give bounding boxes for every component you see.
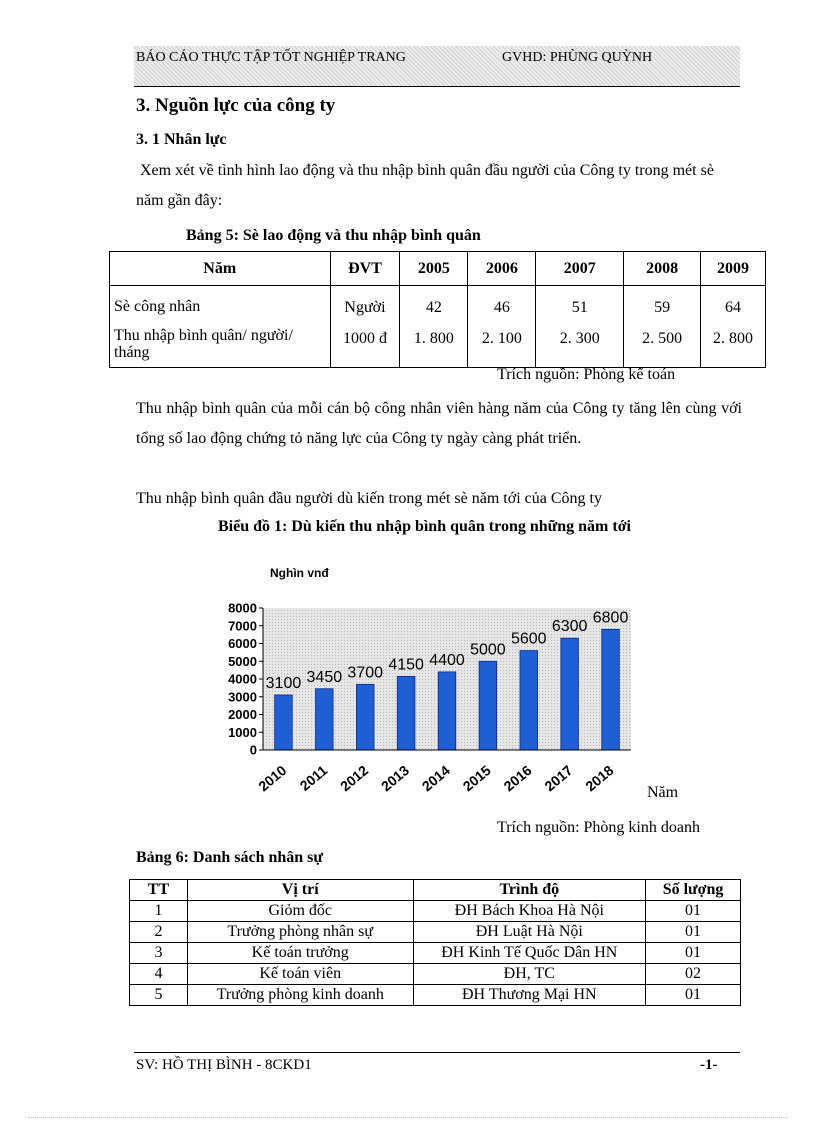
- data-label-2010: 3100: [265, 674, 302, 692]
- table-row: [130, 901, 741, 922]
- table-header-cell: 2008: [624, 252, 701, 286]
- table-cell: 2. 800: [701, 324, 766, 368]
- table-cell: ĐH Thương Mại HN: [413, 985, 646, 1006]
- y-axis-ticks: [228, 601, 263, 758]
- footer-student: SV: HỒ THỊ BÌNH - 8CKD1: [136, 1057, 312, 1073]
- data-label-2013: 4150: [388, 656, 424, 674]
- forecast-paragraph: Thu nhập bình quân đầu người dù kiến trong mét sè năm tới của Công ty: [136, 490, 602, 507]
- intro-paragraph: Xem xét về tình hình lao động và thu nhập bình quân đầu người của Công ty trong mét sè năm gần đây:: [136, 162, 714, 209]
- x-axis-ticks: [255, 762, 616, 794]
- table-header-cell: TT: [130, 880, 188, 901]
- table-cell: ĐH, TC: [413, 964, 646, 985]
- income-forecast-chart: [200, 550, 700, 830]
- table6-caption: Bảng 6: Danh sách nhân sự: [136, 849, 323, 866]
- table-cell: 01: [646, 901, 741, 922]
- header-report-title: BÁO CÁO THỰC TẬP TỐT NGHIỆP TRANG: [136, 50, 406, 65]
- data-label-2017: 6300: [551, 618, 588, 636]
- x-tick-label: 2015: [459, 762, 494, 795]
- table-cell: 1: [130, 901, 188, 922]
- table5-caption: Bảng 5: Sè lao động và thu nhập bình quân: [186, 227, 481, 244]
- data-label-2016: 5600: [510, 630, 547, 648]
- bar-2014: [438, 672, 456, 750]
- y-tick-label: 0: [249, 742, 257, 758]
- y-tick-label: 2000: [228, 707, 257, 722]
- table-cell: Trưởng phòng nhân sự: [187, 922, 413, 943]
- table-cell: 2. 100: [468, 324, 536, 368]
- table-header-cell: Năm: [110, 252, 331, 286]
- table-row: [110, 324, 766, 368]
- table-cell: 1. 800: [400, 324, 468, 368]
- table-header-row: [110, 252, 766, 286]
- y-tick-label: 3000: [228, 689, 257, 705]
- table-cell: Kế toán trưởng: [187, 943, 413, 964]
- table-cell: 59: [624, 286, 701, 325]
- chart-source: Trích nguồn: Phòng kinh doanh: [497, 819, 700, 836]
- table-cell: Thu nhập bình quân/ người/ tháng: [110, 324, 331, 368]
- page-number: -1-: [700, 1057, 718, 1073]
- table-cell: Sè công nhân: [110, 286, 331, 325]
- table-cell: 01: [646, 943, 741, 964]
- table-row: [130, 964, 741, 985]
- bar-2010: [275, 695, 293, 750]
- table-header-cell: 2007: [536, 252, 624, 286]
- x-tick-label: 2016: [500, 762, 535, 795]
- y-tick-label: 5000: [228, 653, 257, 669]
- table-cell: 1000 đ: [330, 324, 400, 368]
- table-header-cell: Trình độ: [413, 880, 646, 901]
- data-label-2014: 4400: [429, 651, 465, 669]
- x-tick-label: 2013: [377, 762, 413, 795]
- x-tick-label: 2011: [296, 762, 331, 794]
- x-tick-label: 2012: [336, 762, 372, 795]
- chart-caption: Biểu đồ 1: Dù kiến thu nhập bình quân trong những năm tới: [218, 518, 631, 535]
- y-tick-label: 7000: [228, 618, 257, 634]
- table-cell: 2: [130, 922, 188, 943]
- bar-2012: [356, 684, 374, 750]
- data-label-2011: 3450: [306, 668, 343, 686]
- table-header-row: [130, 880, 741, 901]
- table-cell: Giỏm đốc: [187, 901, 413, 922]
- y-tick-label: 8000: [228, 600, 257, 616]
- table-cell: ĐH Bách Khoa Hà Nội: [413, 901, 646, 922]
- x-tick-label: 2010: [255, 762, 290, 795]
- table-cell: 51: [536, 286, 624, 325]
- y-axis-unit-label: Nghìn vnđ: [270, 566, 329, 580]
- bar-2015: [479, 661, 497, 750]
- x-tick-label: 2018: [582, 762, 617, 795]
- table-cell: ĐH Kinh Tế Quốc Dân HN: [413, 943, 646, 964]
- table-cell: 01: [646, 922, 741, 943]
- table-cell: 42: [400, 286, 468, 325]
- page-edge-divider: [28, 1117, 788, 1118]
- staff-table: [129, 879, 741, 1006]
- page-header: [134, 46, 740, 87]
- table-row: [110, 286, 766, 325]
- table-header-cell: ĐVT: [330, 252, 400, 286]
- table-row: [130, 985, 741, 1006]
- table-cell: 3: [130, 943, 188, 964]
- table-cell: 64: [701, 286, 766, 325]
- x-tick-label: 2017: [541, 762, 576, 795]
- table-header-cell: 2009: [701, 252, 766, 286]
- bar-2016: [520, 651, 538, 750]
- bar-2011: [316, 689, 334, 750]
- section-title: 3. Nguồn lực của công ty: [136, 95, 336, 116]
- y-tick-label: 6000: [228, 636, 257, 651]
- table-cell: 02: [646, 964, 741, 985]
- table-cell: Kế toán viên: [187, 964, 413, 985]
- table-header-cell: Số lượng: [646, 880, 741, 901]
- y-tick-label: 4000: [228, 671, 257, 687]
- subsection-title: 3. 1 Nhân lực: [136, 131, 227, 148]
- x-tick-label: 2014: [418, 762, 453, 795]
- table-cell: 46: [468, 286, 536, 325]
- bar-2013: [397, 676, 415, 750]
- table-header-cell: Vị trí: [187, 880, 413, 901]
- table-cell: 2. 300: [536, 324, 624, 368]
- table-cell: ĐH Luật Hà Nội: [413, 922, 646, 943]
- table-cell: 4: [130, 964, 188, 985]
- table5-source: Trích nguồn: Phòng kế toán: [497, 366, 676, 383]
- bar-2017: [561, 638, 579, 750]
- table-cell: 2. 500: [624, 324, 701, 368]
- y-tick-label: 1000: [228, 724, 257, 740]
- x-axis-label: Năm: [647, 784, 679, 801]
- labor-income-table: [109, 251, 766, 368]
- footer-divider: [134, 1052, 740, 1053]
- table-cell: Trưởng phòng kinh doanh: [187, 985, 413, 1006]
- table-header-cell: 2005: [400, 252, 468, 286]
- table-header-cell: 2006: [468, 252, 536, 286]
- table-cell: 01: [646, 985, 741, 1006]
- table-row: [130, 922, 741, 943]
- table-row: [130, 943, 741, 964]
- data-label-2018: 6800: [592, 609, 629, 627]
- table-cell: 5: [130, 985, 188, 1006]
- header-supervisor: GVHD: PHÙNG QUỲNH: [502, 50, 653, 65]
- table-cell: Người: [330, 286, 400, 325]
- income-paragraph: Thu nhập bình quân của mỗi cán bộ công nhân viên hàng năm của Công ty tăng lên cùng với tổng số lao động chứng tỏ năng lực của Công ty ngày càng phát triển.: [136, 400, 742, 447]
- data-label-2012: 3700: [347, 664, 384, 682]
- bar-2018: [602, 629, 620, 750]
- data-label-2015: 5000: [470, 641, 506, 659]
